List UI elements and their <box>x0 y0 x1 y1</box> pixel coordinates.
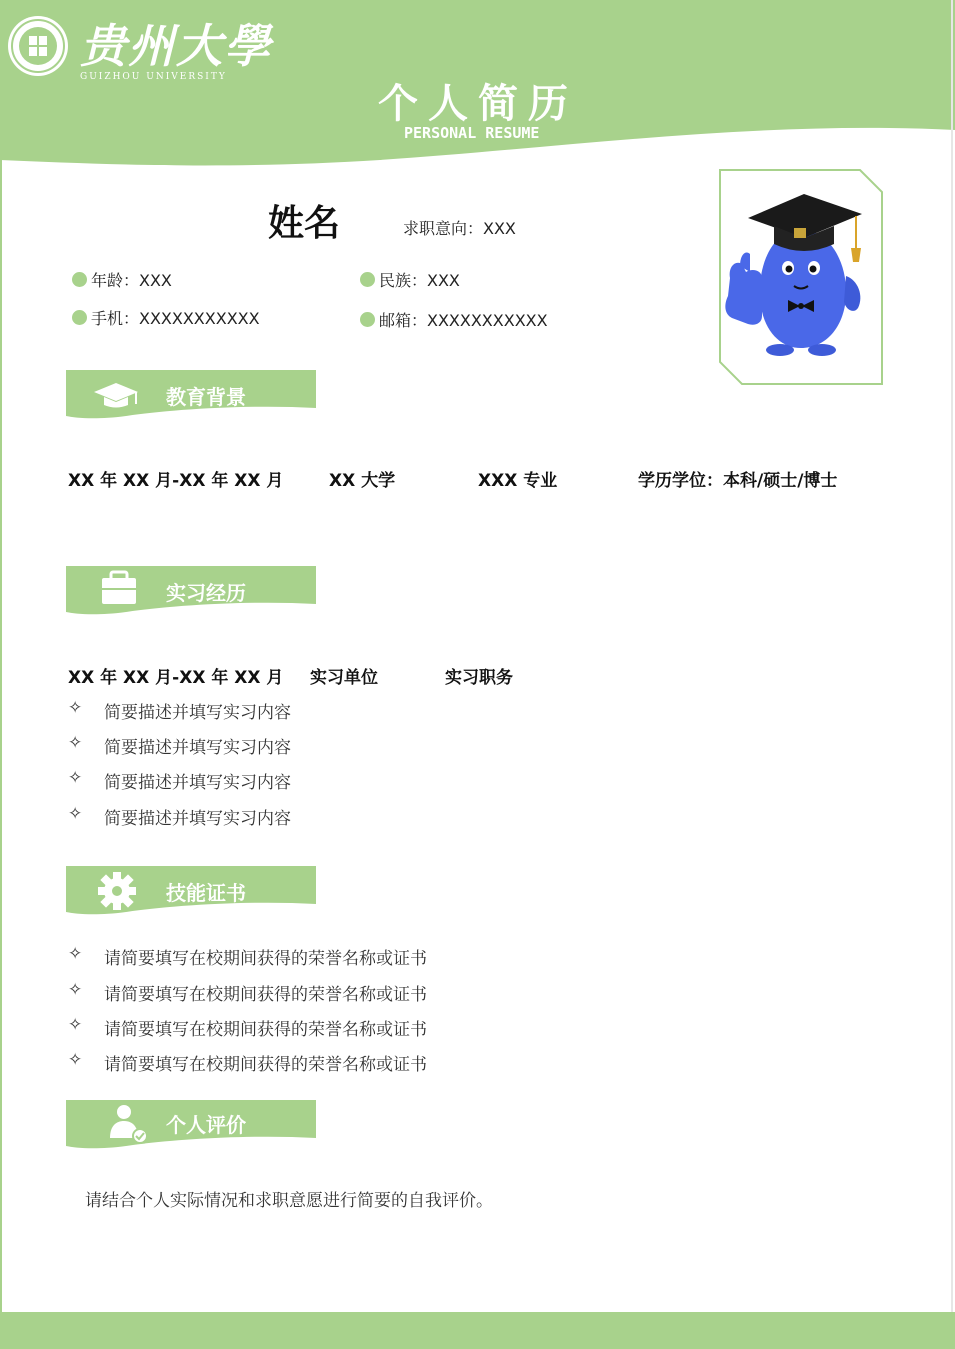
right-border <box>951 0 953 1349</box>
education-school: XX 大学 <box>329 471 396 491</box>
internship-position: 实习职务 <box>445 668 513 688</box>
list-item: ✧ 简要描述并填写实习内容 <box>68 733 291 758</box>
education-major: XXX 专业 <box>478 471 558 491</box>
star-bullet-icon: ✧ <box>68 944 83 964</box>
footer-bar <box>0 1312 955 1349</box>
university-name: 贵州大學 <box>80 19 272 73</box>
internship-period: XX 年 XX 月-XX 年 XX 月 <box>68 668 284 688</box>
age-field <box>72 268 172 291</box>
education-degree: 学历学位：本科/硕士/博士 <box>638 471 838 491</box>
star-bullet-icon: ✧ <box>68 698 83 718</box>
profile-photo <box>718 168 884 386</box>
email-field <box>360 308 548 331</box>
section-title-education: 教育背景 <box>166 385 246 409</box>
bullet-dot-icon <box>72 272 87 287</box>
left-border <box>0 160 2 1312</box>
gear-icon <box>98 872 136 910</box>
star-bullet-icon: ✧ <box>68 733 83 753</box>
star-bullet-icon: ✧ <box>68 1050 83 1070</box>
star-bullet-icon: ✧ <box>68 1015 83 1035</box>
list-item: ✧ 简要描述并填写实习内容 <box>68 698 291 723</box>
list-item: ✧ 请简要填写在校期间获得的荣誉名称或证书 <box>68 944 427 969</box>
email-label: 邮箱：XXXXXXXXXXX <box>379 311 548 330</box>
ethnicity-label: 民族：XXX <box>379 271 460 290</box>
page-subtitle: PERSONAL RESUME <box>404 124 540 142</box>
bullet-dot-icon <box>360 272 375 287</box>
page-title: 个人简历 <box>378 81 578 127</box>
internship-unit: 实习单位 <box>310 668 378 688</box>
list-item: ✧ 简要描述并填写实习内容 <box>68 804 291 829</box>
candidate-name: 姓名 <box>268 203 341 244</box>
university-emblem-icon <box>6 14 70 78</box>
list-item: ✧ 简要描述并填写实习内容 <box>68 768 291 793</box>
age-label: 年龄：XXX <box>91 271 172 290</box>
university-name-en: GUIZHOU UNIVERSITY <box>80 72 227 82</box>
self-evaluation-text: 请结合个人实际情况和求职意愿进行简要的自我评价。 <box>85 1191 493 1211</box>
star-bullet-icon: ✧ <box>68 804 83 824</box>
section-title-internship: 实习经历 <box>166 581 246 605</box>
bullet-dot-icon <box>360 312 375 327</box>
section-title-evaluation: 个人评价 <box>166 1113 246 1137</box>
star-bullet-icon: ✧ <box>68 768 83 788</box>
list-item: ✧ 请简要填写在校期间获得的荣誉名称或证书 <box>68 980 427 1005</box>
section-title-skills: 技能证书 <box>166 881 246 905</box>
job-intent: 求职意向：XXX <box>403 219 516 238</box>
phone-label: 手机：XXXXXXXXXXX <box>91 309 260 328</box>
ethnicity-field <box>360 268 460 291</box>
education-period: XX 年 XX 月-XX 年 XX 月 <box>68 471 284 491</box>
bullet-dot-icon <box>72 310 87 325</box>
star-bullet-icon: ✧ <box>68 980 83 1000</box>
list-item: ✧ 请简要填写在校期间获得的荣誉名称或证书 <box>68 1050 427 1075</box>
phone-field <box>72 306 260 329</box>
list-item: ✧ 请简要填写在校期间获得的荣誉名称或证书 <box>68 1015 427 1040</box>
